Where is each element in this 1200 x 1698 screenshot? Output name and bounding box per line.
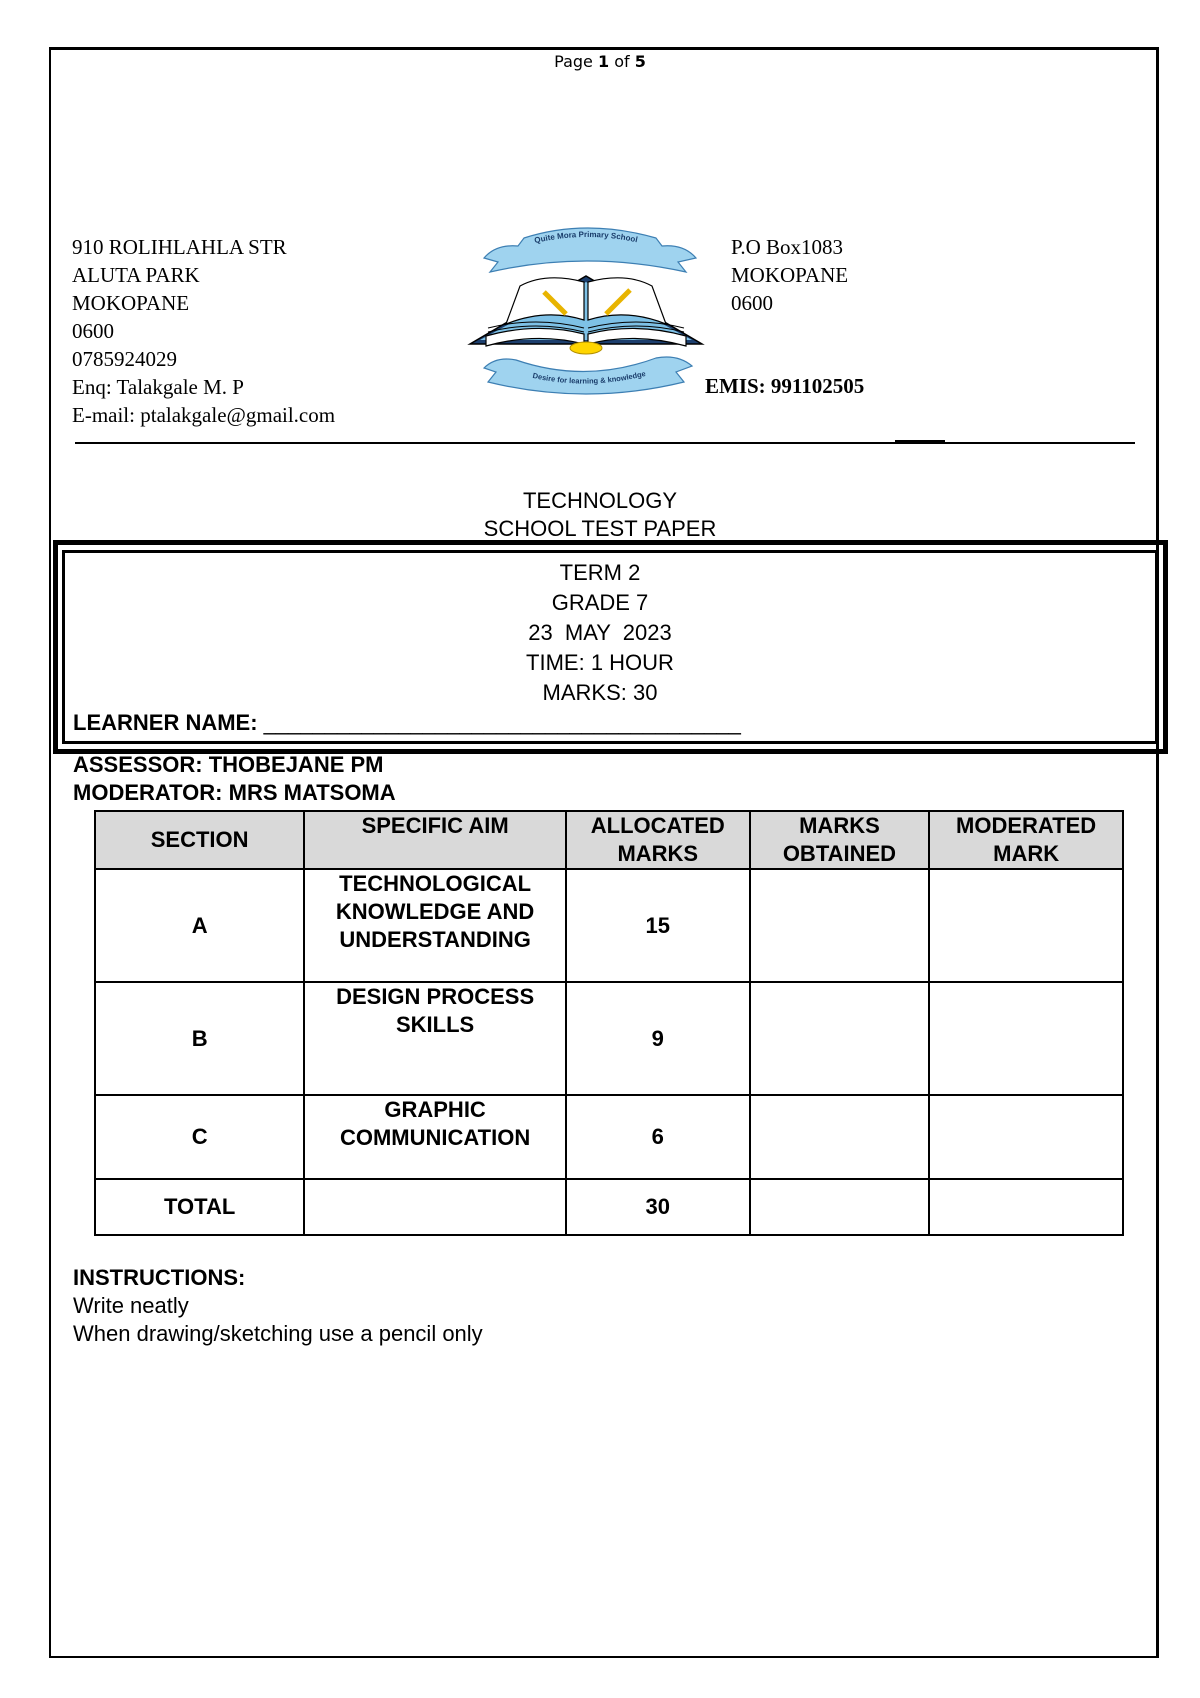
address-street: 910 ROLIHLAHLA STR bbox=[72, 235, 287, 259]
learner-name-blank[interactable]: _______________________________________ bbox=[263, 710, 741, 735]
aim-cell: DESIGN PROCESS SKILLS bbox=[304, 982, 566, 1095]
header-allocated-marks: ALLOCATED MARKS bbox=[566, 811, 750, 869]
email-address: E-mail: ptalakgale@gmail.com bbox=[72, 403, 336, 427]
emis-number: EMIS: 991102505 bbox=[705, 374, 865, 398]
section-cell: B bbox=[95, 982, 304, 1095]
grade-label: GRADE 7 bbox=[551, 590, 649, 615]
subject-title: TECHNOLOGY bbox=[522, 488, 678, 513]
instruction-item: Write neatly bbox=[73, 1293, 189, 1318]
aim-cell: GRAPHIC COMMUNICATION bbox=[304, 1095, 566, 1179]
obtained-cell[interactable] bbox=[750, 1095, 930, 1179]
obtained-cell[interactable] bbox=[750, 982, 930, 1095]
address-code: 0600 bbox=[72, 319, 114, 343]
aim-cell bbox=[304, 1179, 566, 1235]
aim-cell: TECHNOLOGICAL KNOWLEDGE AND UNDERSTANDING bbox=[304, 869, 566, 982]
header-marks-obtained: MARKS OBTAINED bbox=[750, 811, 930, 869]
header-moderated-mark: MODERATED MARK bbox=[929, 811, 1123, 869]
moderated-cell[interactable] bbox=[929, 869, 1123, 982]
header-specific-aim: SPECIFIC AIM bbox=[304, 811, 566, 869]
header-section: SECTION bbox=[95, 811, 304, 869]
enquiries-contact: Enq: Talakgale M. P bbox=[72, 375, 244, 399]
learner-name-label: LEARNER NAME: bbox=[73, 710, 264, 735]
learner-name-field[interactable] bbox=[73, 710, 741, 736]
section-cell: A bbox=[95, 869, 304, 982]
term-label: TERM 2 bbox=[559, 560, 641, 585]
moderated-cell[interactable] bbox=[929, 1179, 1123, 1235]
table-row bbox=[95, 869, 1123, 982]
school-logo-icon bbox=[466, 224, 706, 404]
svg-text:Desire for learning & knowledg: Desire for learning & knowledge bbox=[531, 368, 647, 386]
time-label: TIME: 1 HOUR bbox=[526, 650, 674, 675]
phone-number: 0785924029 bbox=[72, 347, 177, 371]
allocated-cell: 30 bbox=[566, 1179, 750, 1235]
instructions-title: INSTRUCTIONS: bbox=[73, 1265, 246, 1290]
table-row-total bbox=[95, 1179, 1123, 1235]
obtained-cell[interactable] bbox=[750, 869, 930, 982]
header-divider bbox=[75, 442, 1135, 444]
moderated-cell[interactable] bbox=[929, 1095, 1123, 1179]
table-row bbox=[95, 1095, 1123, 1179]
moderated-cell[interactable] bbox=[929, 982, 1123, 1095]
postal-code: 0600 bbox=[731, 291, 773, 315]
school-address bbox=[72, 233, 335, 429]
table-header-row bbox=[95, 811, 1123, 869]
marks-label: MARKS: 30 bbox=[542, 680, 658, 705]
allocated-cell: 6 bbox=[566, 1095, 750, 1179]
postal-town: MOKOPANE bbox=[731, 263, 849, 287]
po-box: P.O Box1083 bbox=[731, 235, 844, 259]
marks-table bbox=[94, 810, 1124, 1236]
assessor-name: ASSESSOR: THOBEJANE PM bbox=[73, 752, 384, 777]
allocated-cell: 15 bbox=[566, 869, 750, 982]
moderator-name: MODERATOR: MRS MATSOMA bbox=[73, 780, 396, 805]
obtained-cell[interactable] bbox=[750, 1179, 930, 1235]
address-suburb: ALUTA PARK bbox=[72, 263, 200, 287]
paper-type: SCHOOL TEST PAPER bbox=[483, 516, 717, 541]
date-label: 23 MAY 2023 bbox=[528, 620, 672, 645]
allocated-cell: 9 bbox=[566, 982, 750, 1095]
table-row bbox=[95, 982, 1123, 1095]
svg-text:Quite Mora Primary School: Quite Mora Primary School bbox=[533, 229, 639, 246]
page-number: Page 1 of 5 bbox=[554, 52, 646, 71]
address-town: MOKOPANE bbox=[72, 291, 190, 315]
postal-address bbox=[731, 233, 848, 317]
section-cell: C bbox=[95, 1095, 304, 1179]
section-cell: TOTAL bbox=[95, 1179, 304, 1235]
instruction-item: When drawing/sketching use a pencil only bbox=[73, 1321, 483, 1346]
header-divider-accent bbox=[895, 440, 945, 442]
